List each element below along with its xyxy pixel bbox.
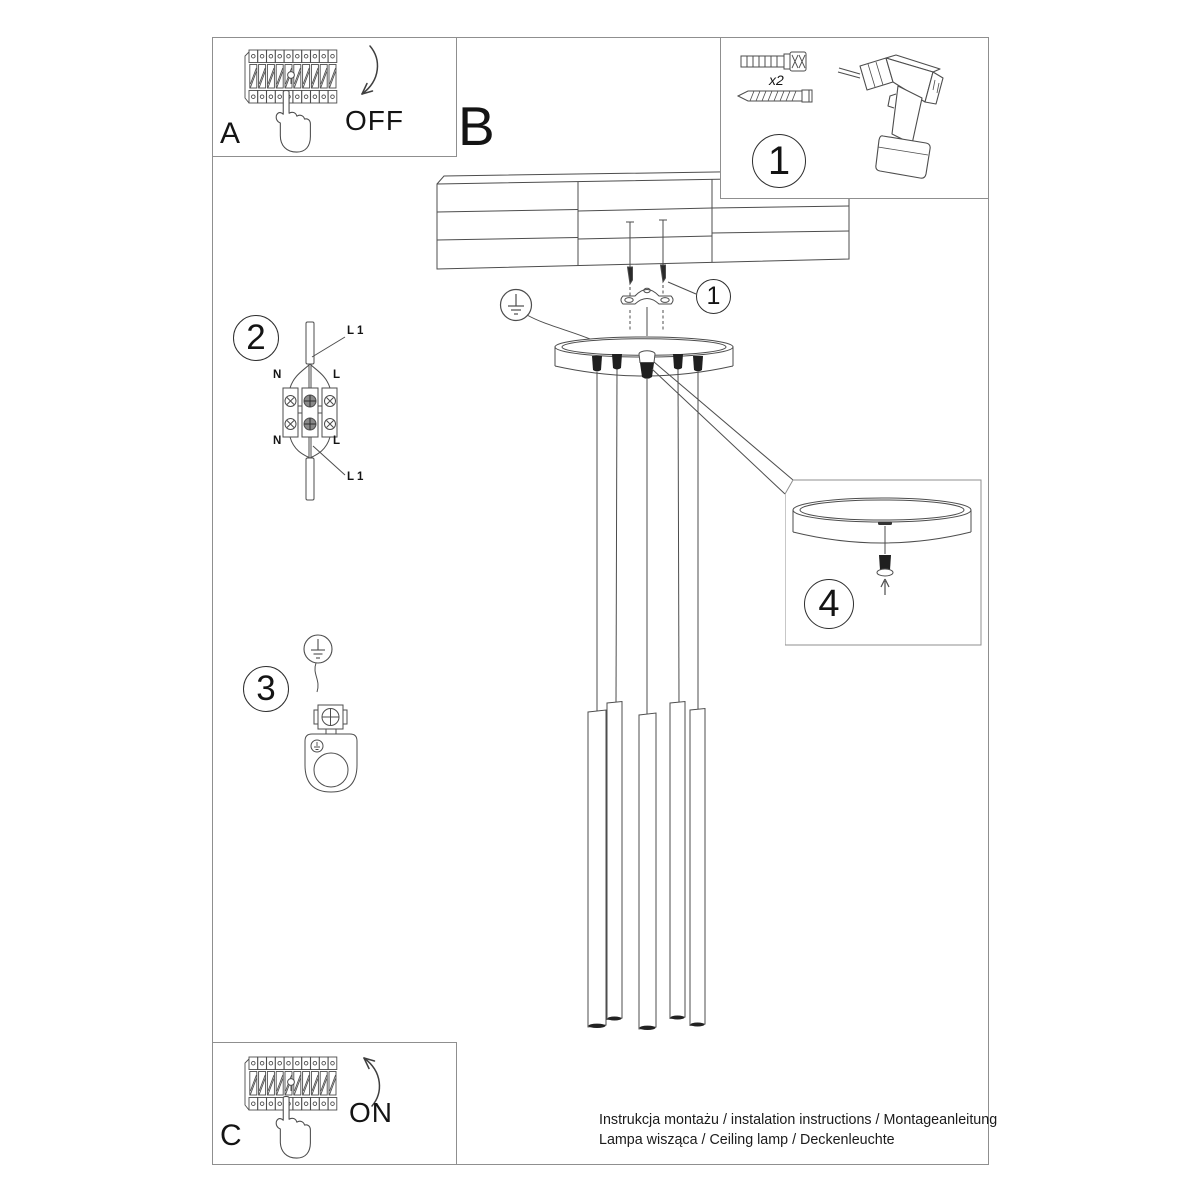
ground-wire — [527, 315, 590, 339]
l-bottom-text: L — [333, 435, 341, 447]
pendant-tubes — [588, 702, 705, 1031]
step-4-badge — [804, 579, 854, 629]
wire-label-n-bottom — [273, 435, 281, 447]
wire-label-l-bottom — [333, 435, 340, 447]
callout-4-leader-top — [654, 362, 793, 480]
l1-bottom-leader — [313, 446, 345, 475]
off-text: OFF — [345, 105, 404, 136]
n-top-text: N — [273, 369, 282, 381]
canopy-slot — [878, 522, 892, 526]
footer-line-2: Lampa wisząca / Ceiling lamp / Deckenleuchte — [599, 1131, 895, 1148]
step-3-badge — [243, 666, 289, 712]
section-b-letter — [458, 94, 495, 158]
n-bottom-text: N — [273, 435, 282, 447]
mounting-bracket-icon — [621, 288, 673, 304]
l-top-text: L — [333, 369, 341, 381]
wire-label-l-top — [333, 369, 340, 381]
ground-terminal-and-bracket — [295, 660, 375, 800]
pointing-hand-icon — [266, 90, 316, 154]
step-4-number: 4 — [818, 582, 840, 625]
step-2-number: 2 — [246, 318, 266, 357]
drill-icon — [836, 52, 961, 192]
step-1-callout-number: 1 — [706, 282, 721, 310]
callout-4-leader-bottom — [652, 369, 785, 494]
step-1-number: 1 — [767, 138, 791, 183]
pointing-hand-icon-c — [266, 1096, 316, 1160]
step-3-number: 3 — [256, 669, 276, 708]
center-cable-grip — [639, 351, 655, 379]
step-1-badge — [752, 134, 806, 188]
c-text: C — [220, 1119, 242, 1152]
grip-plug — [879, 555, 891, 570]
b-text: B — [458, 95, 495, 157]
l1-top-text: L 1 — [347, 325, 364, 337]
on-label — [349, 1097, 393, 1129]
footer-text — [599, 1111, 997, 1150]
step-1-callout-badge — [696, 279, 731, 314]
a-text: A — [220, 117, 241, 150]
panel-c-letter — [220, 1119, 242, 1153]
terminal-block-diagram — [260, 300, 390, 515]
dowel-qty-text: x2 — [769, 72, 784, 88]
callout-1-leader — [668, 282, 696, 294]
wire-label-l1-top — [347, 325, 363, 337]
wall-plug-icon — [738, 48, 808, 75]
wire-label-n-top — [273, 369, 281, 381]
ground-symbol-icon — [498, 287, 534, 323]
wire-label-l1-bottom — [347, 471, 363, 483]
l1-bottom-text: L 1 — [347, 471, 364, 483]
on-text: ON — [349, 1097, 393, 1128]
suspension-wires — [597, 369, 698, 716]
arrow-down-icon — [348, 44, 380, 108]
footer-line-1: Instrukcja montażu / instalation instructions / Montageanleitung — [599, 1112, 998, 1128]
screw-icon — [736, 86, 816, 106]
l1-top-leader — [312, 337, 345, 357]
off-label — [345, 105, 404, 137]
panel-a-letter — [220, 117, 240, 151]
